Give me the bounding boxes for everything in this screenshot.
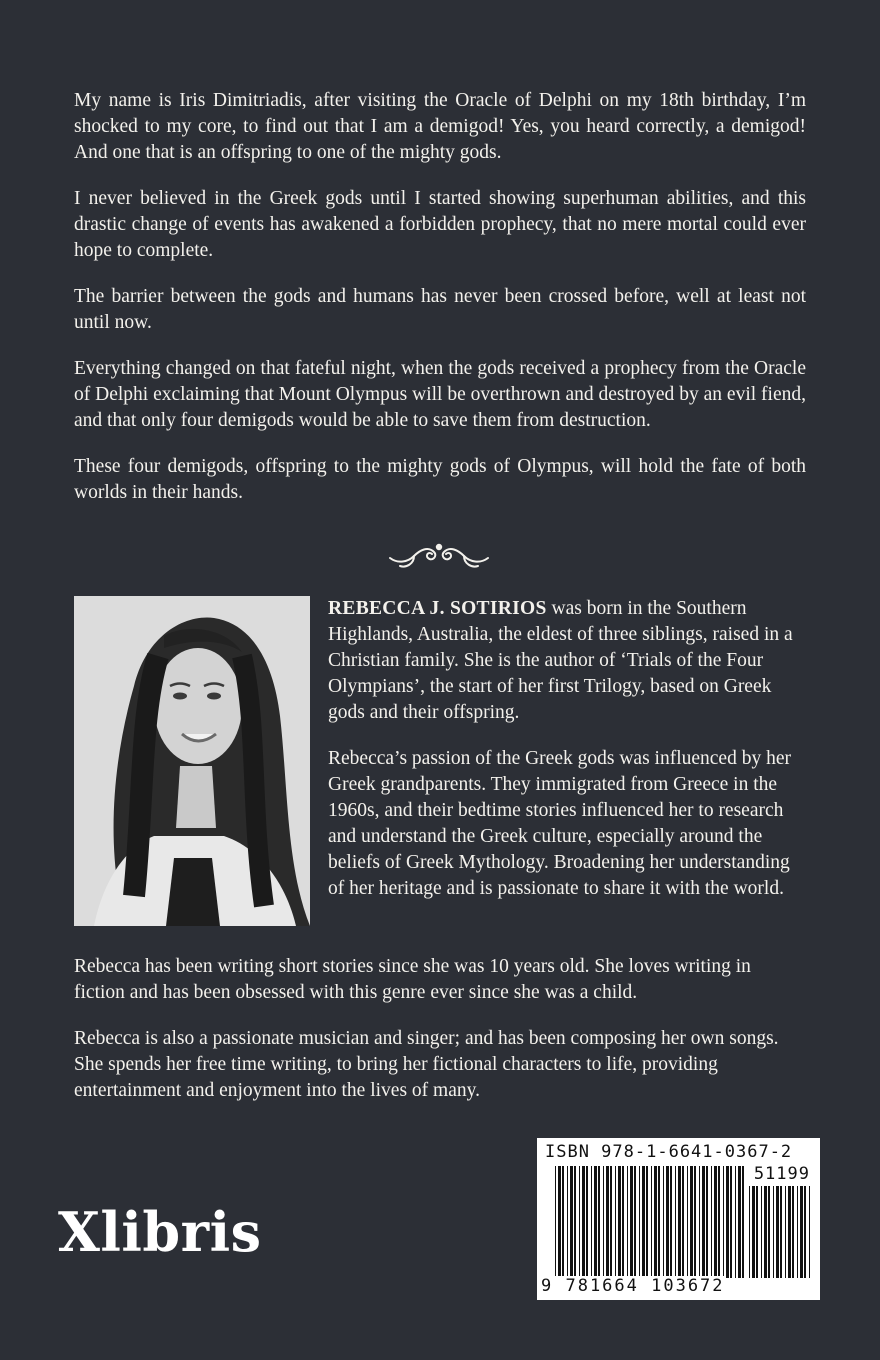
barcode-bar <box>694 1166 696 1278</box>
barcode-bar <box>598 1166 600 1278</box>
barcode-bar <box>756 1186 758 1278</box>
blurb-paragraph: Everything changed on that fateful night, when the gods received a prophecy from the Oracle of Delphi exclaiming that Mount Olympus will be overthrown and destroyed by an evil fiend, and that only four demigods would be able to save them from destruction. <box>74 358 806 431</box>
barcode-bar <box>606 1166 609 1278</box>
barcode-bar <box>792 1186 794 1278</box>
barcode-bar <box>682 1166 684 1278</box>
barcode-bar <box>591 1166 592 1278</box>
barcode-bar <box>639 1166 640 1278</box>
barcode-bar <box>718 1166 720 1278</box>
barcode-bar <box>663 1166 664 1278</box>
price-code: 51199 <box>753 1164 810 1184</box>
barcode-bar <box>776 1186 779 1278</box>
barcode-bar <box>738 1166 741 1278</box>
barcode-bar <box>714 1166 717 1278</box>
barcode-bar <box>726 1166 729 1278</box>
barcode-bar <box>666 1166 669 1278</box>
isbn-label: ISBN 978-1-6641-0367-2 <box>545 1142 793 1162</box>
barcode-bar <box>773 1186 774 1278</box>
author-bio-bottom <box>74 954 806 1124</box>
barcode-bar <box>749 1186 750 1278</box>
barcode-bar <box>627 1166 628 1278</box>
barcode-bar <box>675 1166 676 1278</box>
author-bio-paragraph: Rebecca’s passion of the Greek gods was influenced by her Greek grandparents. They immigrated from Greece in the 1960s, and their bedtime stories influenced her to research and understand the Greek culture, especially around the beliefs of Greek Mythology. Broadening her understanding of her heritage and is passionate to share it with the world. <box>328 748 791 899</box>
ean-barcode-bars <box>555 1166 745 1278</box>
barcode-bar <box>642 1166 645 1278</box>
barcode-bar <box>579 1166 580 1278</box>
author-bio-intro: was born in the Southern Highlands, Australia, the eldest of three siblings, raised in a Christian family. She is the author of ‘Trials of the Four Olympians’, the start of her first Trilogy, based on Greek gods and their offspring. <box>328 598 793 723</box>
barcode-bar <box>567 1166 568 1278</box>
barcode-bar <box>615 1166 616 1278</box>
barcode-bar <box>646 1166 648 1278</box>
barcode-bar <box>797 1186 798 1278</box>
barcode-bar <box>651 1166 652 1278</box>
isbn-barcode <box>537 1138 820 1300</box>
barcode-bar <box>555 1166 556 1278</box>
barcode-bar <box>711 1166 712 1278</box>
barcode-bar <box>788 1186 791 1278</box>
author-photo <box>74 596 310 926</box>
barcode-bar <box>687 1166 688 1278</box>
addon-barcode-bars <box>749 1186 813 1278</box>
barcode-bar <box>742 1166 744 1278</box>
barcode-bar <box>730 1166 732 1278</box>
barcode-bar <box>706 1166 708 1278</box>
barcode-bar <box>610 1166 612 1278</box>
blurb-paragraph: These four demigods, offspring to the mighty gods of Olympus, will hold the fate of both worlds in their hands. <box>74 456 806 503</box>
barcode-bar <box>562 1166 564 1278</box>
barcode-bar <box>634 1166 636 1278</box>
author-name: REBECCA J. SOTIRIOS <box>328 598 547 619</box>
barcode-bar <box>804 1186 806 1278</box>
barcode-bar <box>723 1166 724 1278</box>
author-bio-paragraph: Rebecca is also a passionate musician and singer; and has been composing her own songs. She spends her free time writing, to bring her fictional characters to life, providing entertainment and enjoyment into the lives of many. <box>74 1028 779 1101</box>
blurb-paragraph: My name is Iris Dimitriadis, after visiting the Oracle of Delphi on my 18th birthday, I’m shocked to my core, to find out that I am a demigod! Yes, you heard correctly, a demigod! And one that is an offspring to one of the mighty gods. <box>74 90 806 163</box>
barcode-bar <box>670 1166 672 1278</box>
back-cover-blurb <box>74 88 806 526</box>
barcode-bar <box>690 1166 693 1278</box>
barcode-bar <box>622 1166 624 1278</box>
barcode-bar <box>761 1186 762 1278</box>
barcode-bar <box>735 1166 736 1278</box>
barcode-bar <box>630 1166 633 1278</box>
barcode-bar <box>699 1166 700 1278</box>
barcode-bar <box>658 1166 660 1278</box>
barcode-bar <box>809 1186 810 1278</box>
barcode-bar <box>654 1166 657 1278</box>
blurb-paragraph: I never believed in the Greek gods until I started showing superhuman abilities, and this drastic change of events has awakened a forbidden prophecy, that no mere mortal could ever hope to complete. <box>74 188 806 261</box>
barcode-bar <box>785 1186 786 1278</box>
author-bio-side <box>328 596 806 922</box>
ean-digits: 9 781664 103672 <box>541 1276 725 1296</box>
barcode-bar <box>603 1166 604 1278</box>
barcode-bar <box>764 1186 767 1278</box>
barcode-bar <box>768 1186 770 1278</box>
barcode-bar <box>594 1166 597 1278</box>
barcode-bar <box>618 1166 621 1278</box>
barcode-bar <box>586 1166 588 1278</box>
barcode-bar <box>570 1166 573 1278</box>
barcode-bar <box>574 1166 576 1278</box>
barcode-bar <box>582 1166 585 1278</box>
barcode-bar <box>780 1186 782 1278</box>
barcode-bar <box>702 1166 705 1278</box>
barcode-bar <box>678 1166 681 1278</box>
author-bio-paragraph <box>328 596 806 726</box>
barcode-bar <box>558 1166 561 1278</box>
publisher-logo: Xlibris <box>58 1200 262 1264</box>
author-bio-paragraph: Rebecca has been writing short stories since she was 10 years old. She loves writing in fiction and has been obsessed with this genre ever since she was a child. <box>74 956 751 1003</box>
barcode-bar <box>800 1186 803 1278</box>
barcode-bar <box>752 1186 755 1278</box>
flourish-ornament-icon <box>384 538 494 572</box>
blurb-paragraph: The barrier between the gods and humans has never been crossed before, well at least not until now. <box>74 286 806 333</box>
